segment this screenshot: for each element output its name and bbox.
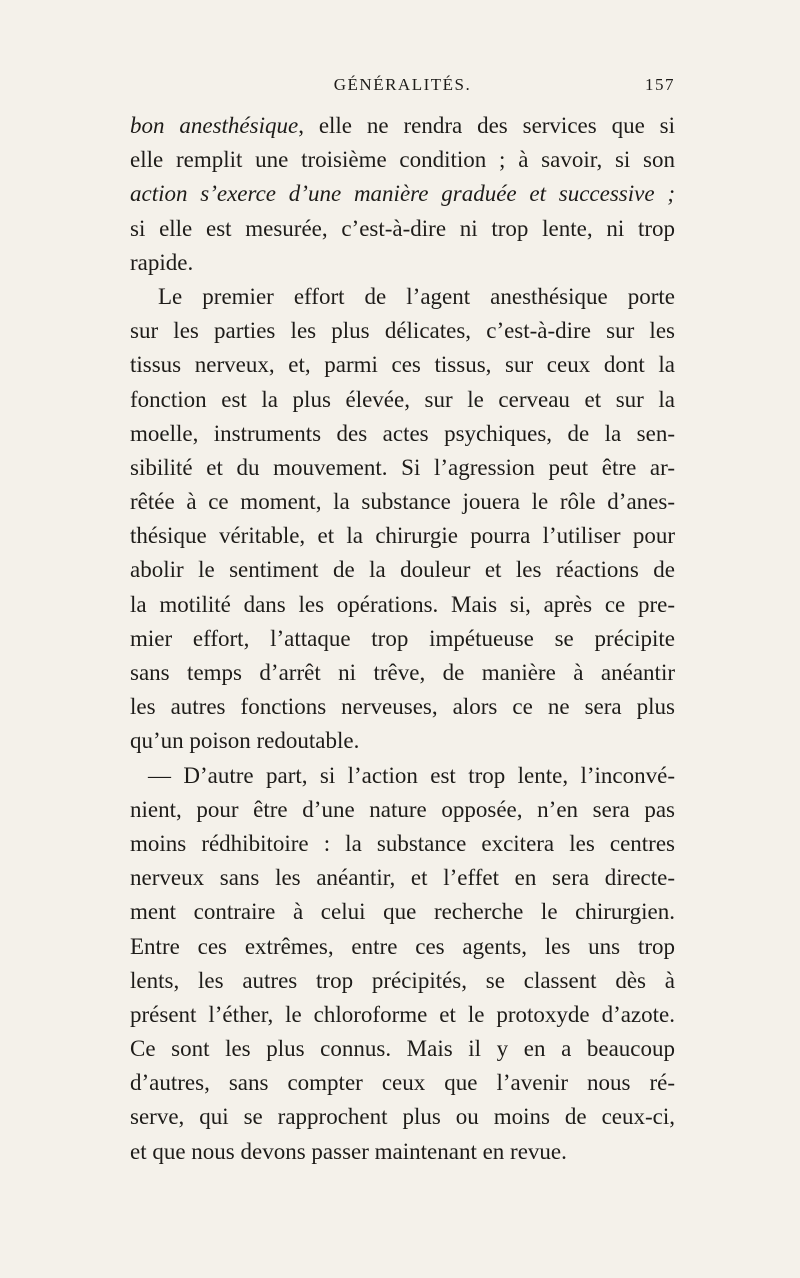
text-line: elle remplit une troisième condition ; à savoir, si son: [130, 147, 675, 173]
text-line: mier effort, l’attaque trop impétueuse se précipite: [130, 625, 675, 651]
text-line: moins rédhibitoire : la substance excitera les centres: [130, 830, 675, 856]
text-line: thésique véritable, et la chirurgie pourra l’utiliser pour: [130, 523, 675, 549]
text-line: rêtée à ce moment, la substance jouera le rôle d’anes-: [130, 489, 675, 515]
text-line: [130, 109, 675, 143]
text-line: sibilité et du mouvement. Si l’agression peut être ar-: [130, 454, 675, 480]
text-line-italic: action s’exerce d’une manière graduée et successive ;: [130, 181, 675, 207]
text-line: nerveux sans les anéantir, et l’effet en sera directe-: [130, 865, 675, 891]
italic-phrase: bon anesthésique: [130, 113, 299, 138]
body-text: [130, 109, 675, 1169]
text-line: sans temps d’arrêt ni trêve, de manière à anéantir: [130, 660, 675, 685]
paragraph-start: Le premier effort de l’agent anesthésique porte: [158, 283, 675, 309]
paragraph-start: — D’autre part, si l’action est trop lente, l’inconvé-: [148, 762, 675, 788]
text-line: rapide.: [130, 249, 194, 275]
text-line: sur les parties les plus délicates, c’est-à-dire sur les: [130, 318, 675, 344]
text-line: fonction est la plus élevée, sur le cerveau et sur la: [130, 386, 675, 412]
text-line: si elle est mesurée, c’est-à-dire ni trop lente, ni trop: [130, 215, 675, 241]
text-line: qu’un poison redoutable.: [130, 728, 360, 754]
running-header: [130, 75, 675, 101]
running-title: GÉNÉRALITÉS.: [333, 75, 472, 94]
text-line: présent l’éther, le chloroforme et le protoxyde d’azote.: [130, 1001, 675, 1027]
text-line: serve, qui se rapprochent plus ou moins de ceux-ci,: [130, 1104, 675, 1130]
text-line: les autres fonctions nerveuses, alors ce ne sera plus: [130, 694, 675, 720]
text-line: lents, les autres trop précipités, se classent dès à: [130, 967, 675, 993]
text-line: et que nous devons passer maintenant en revue.: [130, 1138, 567, 1164]
text-line: nient, pour être d’une nature opposée, n’en sera pas: [130, 796, 675, 822]
page-number: 157: [645, 75, 675, 94]
line-text: , elle ne rendra des services que si: [298, 113, 675, 138]
text-line: Entre ces extrêmes, entre ces agents, les uns trop: [130, 933, 675, 959]
text-line: d’autres, sans compter ceux que l’avenir nous ré-: [130, 1070, 675, 1096]
text-line: tissus nerveux, et, parmi ces tissus, sur ceux dont la: [130, 352, 675, 378]
text-line: Ce sont les plus connus. Mais il y en a beaucoup: [130, 1036, 675, 1062]
text-line: moelle, instruments des actes psychiques, de la sen-: [130, 420, 675, 446]
text-line: la motilité dans les opérations. Mais si, après ce pre-: [130, 591, 675, 617]
text-line: abolir le sentiment de la douleur et les réactions de: [130, 557, 675, 583]
text-line: ment contraire à celui que recherche le chirurgien.: [130, 899, 675, 925]
